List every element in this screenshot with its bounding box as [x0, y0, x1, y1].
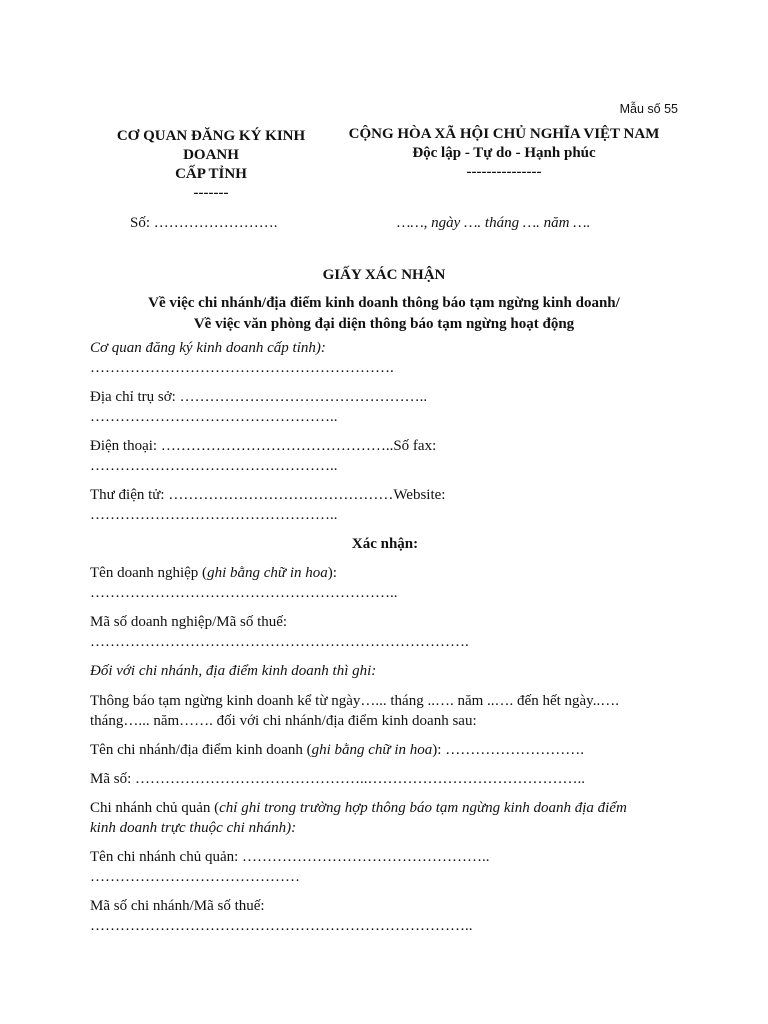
email-field-label: Thư điện tử: ………………………………………Website: — [90, 487, 446, 503]
agency-field-dots: ……………………………………………………. — [90, 360, 394, 376]
company-name-field — [90, 563, 680, 603]
tax-code-dots: …………………………………………………………………. — [90, 634, 469, 651]
republic-motto: Độc lập - Tự do - Hạnh phúc — [412, 145, 596, 161]
agency-line-1: CƠ QUAN ĐĂNG KÝ KINH — [116, 128, 306, 144]
email-field — [90, 485, 680, 525]
address-field-label: Địa chỉ trụ sở: ………………………………………….. — [90, 389, 428, 405]
branch-note: Đối với chi nhánh, địa điểm kinh doanh thì ghi: — [90, 663, 377, 680]
form-number: Mẫu số 55 — [619, 102, 678, 116]
phone-field — [90, 436, 680, 476]
republic-header — [338, 125, 670, 182]
address-field — [90, 387, 680, 427]
suspension-period — [90, 691, 680, 731]
parent-tax-field — [90, 896, 680, 936]
agency-rule: ------- — [193, 185, 229, 201]
agency-line-3: CẤP TỈNH — [175, 166, 247, 182]
republic-rule: --------------- — [466, 164, 542, 180]
document-subtitle-1: Về việc chi nhánh/địa điểm kinh doanh thông báo tạm ngừng kinh doanh/ — [148, 295, 620, 312]
parent-tax-dots: ………………………………………………………………….. — [90, 918, 473, 934]
phone-field-label: Điện thoại: ………………………………………..Số fax: — [90, 438, 437, 454]
phone-field-dots: ………………………………………….. — [90, 458, 338, 474]
agency-line-2: DOANH — [183, 147, 239, 163]
document-subtitle-2: Về việc văn phòng đại diện thông báo tạm ngừng hoạt động — [193, 316, 575, 333]
document-title: GIẤY XÁC NHẬN — [322, 267, 446, 283]
address-field-dots: ………………………………………….. — [90, 409, 338, 425]
agency-field — [90, 338, 680, 378]
document-date: ……, ngày …. tháng …. năm …. — [397, 215, 591, 231]
parent-branch-field: Chi nhánh chủ quản (chỉ ghi trong trường hợp thông báo tạm ngừng kinh doanh địa điểm kinh doanh trực thuộc chi nhánh): — [90, 800, 627, 836]
suspension-line-1: Thông báo tạm ngừng kinh doanh kể từ ngày…... tháng ..…. năm ..…. đến hết ngày..…. — [90, 692, 619, 709]
tax-code-field — [90, 612, 680, 652]
branch-code-field: Mã số: ………………………………………..…………………………………….. — [90, 770, 585, 787]
document-number: Số: ……………………. — [130, 215, 278, 231]
agency-header — [100, 127, 322, 203]
republic-name: CỘNG HÒA XÃ HỘI CHỦ NGHĨA VIỆT NAM — [348, 126, 660, 142]
tax-code-label: Mã số doanh nghiệp/Mã số thuế: — [90, 614, 288, 631]
email-field-dots: ………………………………………….. — [90, 507, 338, 523]
company-name-label: Tên doanh nghiệp (ghi bằng chữ in hoa): — [90, 565, 337, 582]
title-block — [90, 265, 678, 335]
parent-name-dots: …………………………………… — [90, 869, 300, 885]
agency-field-label: Cơ quan đăng ký kinh doanh cấp tỉnh): — [90, 340, 326, 356]
company-name-dots: …………………………………………………….. — [90, 585, 398, 602]
parent-tax-label: Mã số chi nhánh/Mã số thuế: — [90, 898, 265, 914]
form-body — [90, 338, 680, 945]
suspension-line-2: tháng…... năm……. đối với chi nhánh/địa điểm kinh doanh sau: — [90, 712, 477, 729]
branch-name-field: Tên chi nhánh/địa điểm kinh doanh (ghi bằng chữ in hoa): ………………………. — [90, 741, 584, 758]
parent-name-label: Tên chi nhánh chủ quản: ………………………………………….. — [90, 849, 490, 865]
parent-name-field — [90, 847, 680, 887]
confirm-heading: Xác nhận: — [351, 536, 419, 552]
